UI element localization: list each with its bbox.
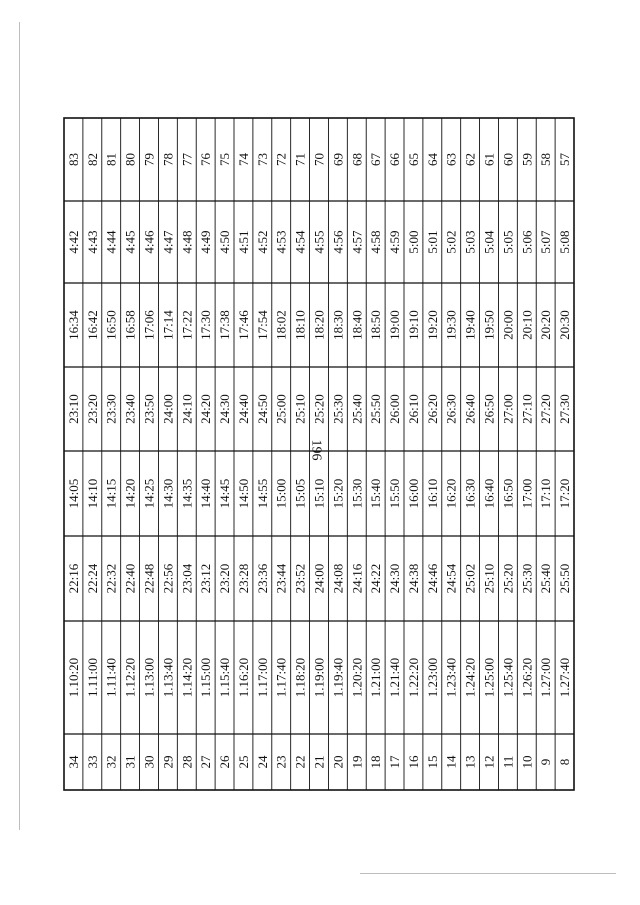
table-cell: 16:20: [443, 478, 459, 509]
table-cell: 14:35: [179, 478, 195, 509]
table-cell: 17:10: [538, 478, 554, 509]
table-cell: 23:36: [254, 563, 270, 594]
table-cell: 12: [481, 755, 497, 769]
table-cell: 14:25: [141, 478, 157, 509]
table-cell: 18:10: [292, 310, 308, 340]
table-cell: 25:10: [481, 563, 497, 594]
table-cell: 14:50: [235, 478, 251, 509]
table-cell: 23:10: [65, 394, 81, 424]
table-cell: 1.21:00: [368, 657, 384, 698]
table-cell: 16:58: [122, 310, 138, 340]
table-cell: 24:16: [349, 563, 365, 594]
table-cell: 78: [160, 153, 176, 166]
table-cell: 19:10: [405, 310, 421, 340]
table-cell: 27:30: [557, 394, 573, 424]
table-cell: 18:02: [273, 310, 289, 340]
table-cell: 26:40: [462, 394, 478, 424]
table-cell: 25:50: [368, 394, 384, 424]
table-cell: 23:40: [122, 394, 138, 424]
table-cell: 1.24:20: [462, 657, 478, 698]
table-cell: 67: [368, 153, 384, 166]
table-cell: 1.17:00: [254, 657, 270, 698]
table-cell: 1.16:20: [235, 657, 251, 698]
table-cell: 19:00: [387, 310, 403, 340]
table-cell: 16:40: [481, 478, 497, 509]
table-cell: 24: [254, 755, 270, 769]
table-cell: 17:14: [160, 310, 176, 340]
table-cell: 72: [273, 153, 289, 166]
table-cell: 20:20: [538, 310, 554, 340]
table-cell: 14: [443, 755, 459, 769]
table-cell: 57: [557, 153, 573, 166]
table-cell: 15:00: [273, 478, 289, 509]
table-cell: 5:00: [405, 230, 421, 254]
table-cell: 19:30: [443, 310, 459, 340]
table-cell: 1.11:00: [84, 658, 100, 697]
table-cell: 14:45: [217, 478, 233, 509]
table-cell: 33: [84, 755, 100, 769]
table-cell: 27: [198, 755, 214, 769]
table-cell: 25:02: [462, 563, 478, 594]
table-cell: 23:28: [235, 563, 251, 594]
table-cell: 18:40: [349, 310, 365, 340]
table-cell: 4:43: [84, 230, 100, 254]
table-cell: 23:50: [141, 394, 157, 424]
table-cell: 16:34: [65, 310, 81, 340]
table-cell: 63: [443, 153, 459, 166]
table-cell: 24:08: [330, 563, 346, 594]
table-cell: 17:38: [217, 310, 233, 340]
table-cell: 17:00: [519, 478, 535, 509]
table-cell: 62: [462, 153, 478, 166]
table-cell: 14:15: [103, 478, 119, 509]
table-cell: 1.25:40: [500, 657, 516, 698]
table-cell: 1.20:20: [349, 657, 365, 698]
table-cell: 14:30: [160, 478, 176, 509]
table-cell: 28: [179, 755, 195, 769]
table-cell: 17: [387, 755, 403, 769]
table-cell: 64: [424, 153, 440, 166]
table-cell: 25:40: [349, 394, 365, 424]
table-cell: 20:10: [519, 310, 535, 340]
table-cell: 20:30: [557, 310, 573, 340]
table-cell: 23:44: [273, 563, 289, 594]
table-cell: 23:30: [103, 394, 119, 424]
table-cell: 15:10: [311, 478, 327, 509]
table-cell: 26: [217, 755, 233, 769]
table-cell: 4:45: [122, 230, 138, 254]
table-cell: 5:01: [424, 230, 440, 254]
table-cell: 80: [122, 153, 138, 166]
table-cell: 24:22: [368, 563, 384, 594]
table-cell: 17:22: [179, 310, 195, 340]
table-cell: 16: [405, 755, 421, 769]
table-cell: 24:00: [160, 394, 176, 424]
table-cell: 75: [217, 153, 233, 166]
table-cell: 60: [500, 153, 516, 166]
table-cell: 25:00: [273, 394, 289, 424]
table-cell: 17:30: [198, 310, 214, 340]
table-cell: 26:00: [387, 394, 403, 424]
table-cell: 15:20: [330, 478, 346, 509]
table-cell: 79: [141, 153, 157, 166]
table-cell: 1.21:40: [387, 657, 403, 698]
table-cell: 5:02: [443, 230, 459, 254]
table-cell: 24:00: [311, 563, 327, 594]
table-cell: 4:51: [235, 230, 251, 254]
table-cell: 16:30: [462, 478, 478, 509]
table-cell: 31: [122, 755, 138, 769]
table-cell: 1.17:40: [273, 657, 289, 698]
table-cell: 71: [292, 153, 308, 166]
table-cell: 1.12:20: [122, 657, 138, 698]
table-cell: 27:10: [519, 394, 535, 424]
table-cell: 24:20: [198, 394, 214, 424]
table-cell: 25:30: [519, 563, 535, 594]
table-cell: 70: [311, 153, 327, 166]
table-cell: 61: [481, 153, 497, 166]
table-cell: 26:50: [481, 394, 497, 424]
table-cell: 4:58: [368, 230, 384, 254]
table-cell: 14:10: [84, 478, 100, 509]
table-cell: 22:24: [84, 563, 100, 594]
table-cell: 76: [198, 153, 214, 166]
table-cell: 26:20: [424, 394, 440, 424]
table-cell: 1.15:40: [217, 657, 233, 698]
table-cell: 16:50: [103, 310, 119, 340]
table-cell: 24:30: [217, 394, 233, 424]
table-cell: 4:47: [160, 230, 176, 254]
table-cell: 24:46: [424, 563, 440, 594]
table-cell: 34: [65, 755, 81, 769]
table-cell: 1.26:20: [519, 657, 535, 698]
scan-edge-bottom: [360, 873, 616, 874]
table-cell: 4:55: [311, 230, 327, 254]
table-cell: 17:46: [235, 310, 251, 340]
table-cell: 58: [538, 153, 554, 166]
table-cell: 14:05: [65, 478, 81, 509]
table-cell: 68: [349, 153, 365, 166]
table-cell: 20: [330, 755, 346, 769]
table-cell: 25:20: [311, 394, 327, 424]
table-cell: 1.15:00: [198, 657, 214, 698]
table-cell: 26:30: [443, 394, 459, 424]
table-cell: 5:08: [557, 230, 573, 254]
table-cell: 25:20: [500, 563, 516, 594]
table-cell: 1.13:40: [160, 657, 176, 698]
table-cell: 4:44: [103, 230, 119, 254]
table-cell: 1.27:00: [538, 657, 554, 698]
table-cell: 4:59: [387, 230, 403, 254]
table-cell: 4:48: [179, 230, 195, 254]
table-cell: 21: [311, 755, 327, 769]
table-cell: 14:40: [198, 478, 214, 509]
table-cell: 11: [500, 755, 516, 769]
table-cell: 18:30: [330, 310, 346, 340]
table-cell: 15:30: [349, 478, 365, 509]
table-cell: 9: [538, 758, 554, 766]
table-cell: 22:16: [65, 563, 81, 594]
table-cell: 1.14:20: [179, 657, 195, 698]
table-cell: 19:40: [462, 310, 478, 340]
table-cell: 4:56: [330, 230, 346, 254]
table-cell: 1.23:00: [424, 657, 440, 698]
table-cell: 27:20: [538, 394, 554, 424]
table-cell: 4:50: [217, 230, 233, 254]
table-cell: 5:03: [462, 230, 478, 254]
table-cell: 19:50: [481, 310, 497, 340]
table-cell: 81: [103, 153, 119, 166]
table-cell: 16:50: [500, 478, 516, 509]
table-cell: 14:55: [254, 478, 270, 509]
table-cell: 4:49: [198, 230, 214, 254]
table-cell: 18:20: [311, 310, 327, 340]
table-cell: 18: [368, 755, 384, 769]
table-cell: 17:06: [141, 310, 157, 340]
table-cell: 19:20: [424, 310, 440, 340]
table-cell: 1.22:20: [405, 657, 421, 698]
table-cell: 17:54: [254, 310, 270, 340]
table-cell: 23:20: [217, 563, 233, 594]
table-cell: 23:12: [198, 563, 214, 594]
table-cell: 24:30: [387, 563, 403, 594]
table-cell: 24:54: [443, 563, 459, 594]
table-cell: 1.11:40: [103, 658, 119, 697]
table-cell: 22:40: [122, 563, 138, 594]
table-cell: 5:06: [519, 230, 535, 254]
table-cell: 27:00: [500, 394, 516, 424]
table-cell: 24:40: [235, 394, 251, 424]
table-cell: 30: [141, 755, 157, 769]
table-cell: 15: [424, 755, 440, 769]
table-cell: 1.23:40: [443, 657, 459, 698]
table-cell: 23:20: [84, 394, 100, 424]
table-cell: 22: [292, 755, 308, 769]
table-cell: 5:05: [500, 230, 516, 254]
table-cell: 25:50: [557, 563, 573, 594]
table-cell: 5:07: [538, 230, 554, 254]
table-cell: 22:32: [103, 563, 119, 594]
table-cell: 29: [160, 755, 176, 769]
table-cell: 22:48: [141, 563, 157, 594]
table-cell: 1.19:40: [330, 657, 346, 698]
table-cell: 23:04: [179, 563, 195, 594]
table-cell: 1.18:20: [292, 657, 308, 698]
table-cell: 4:46: [141, 230, 157, 254]
scan-edge-left: [19, 22, 20, 830]
table-cell: 23: [273, 755, 289, 769]
table-cell: 82: [84, 153, 100, 166]
table-cell: 77: [179, 153, 195, 166]
table-cell: 4:53: [273, 230, 289, 254]
table-cell: 24:50: [254, 394, 270, 424]
table-cell: 24:38: [405, 563, 421, 594]
table-cell: 4:42: [65, 230, 81, 254]
table-cell: 66: [387, 153, 403, 166]
table-cell: 18:50: [368, 310, 384, 340]
table-cell: 25: [235, 755, 251, 769]
table-cell: 4:57: [349, 230, 365, 254]
table-cell: 4:54: [292, 230, 308, 254]
table-cell: 4:52: [254, 230, 270, 254]
table-cell: 25:10: [292, 394, 308, 424]
table-cell: 1.19:00: [311, 657, 327, 698]
table-cell: 65: [405, 153, 421, 166]
table-cell: 69: [330, 153, 346, 166]
table-cell: 13: [462, 755, 478, 769]
table-cell: 74: [235, 153, 251, 166]
table-cell: 26:10: [405, 394, 421, 424]
table-cell: 10: [519, 755, 535, 769]
table-cell: 20:00: [500, 310, 516, 340]
table-cell: 25:40: [538, 563, 554, 594]
table-cell: 1.25:00: [481, 657, 497, 698]
table-cell: 23:52: [292, 563, 308, 594]
table-cell: 15:05: [292, 478, 308, 509]
table-cell: 24:10: [179, 394, 195, 424]
table-cell: 16:42: [84, 310, 100, 340]
table-cell: 59: [519, 153, 535, 166]
table-cell: 25:30: [330, 394, 346, 424]
table-cell: 83: [65, 153, 81, 166]
table-cell: 73: [254, 153, 270, 166]
table-cell: 1.10:20: [65, 657, 81, 698]
table-cell: 15:40: [368, 478, 384, 509]
table-cell: 1.27:40: [557, 657, 573, 698]
table-cell: 1.13:00: [141, 657, 157, 698]
table-cell: 14:20: [122, 478, 138, 509]
table-cell: 32: [103, 755, 119, 769]
table-cell: 5:04: [481, 230, 497, 254]
table-cell: 19: [349, 755, 365, 769]
table-cell: 16:10: [424, 478, 440, 509]
table-cell: 8: [557, 758, 573, 766]
table-cell: 15:50: [387, 478, 403, 509]
table-cell: 16:00: [405, 478, 421, 509]
page-number: 196: [308, 439, 324, 461]
table-cell: 22:56: [160, 563, 176, 594]
table-cell: 17:20: [557, 478, 573, 509]
